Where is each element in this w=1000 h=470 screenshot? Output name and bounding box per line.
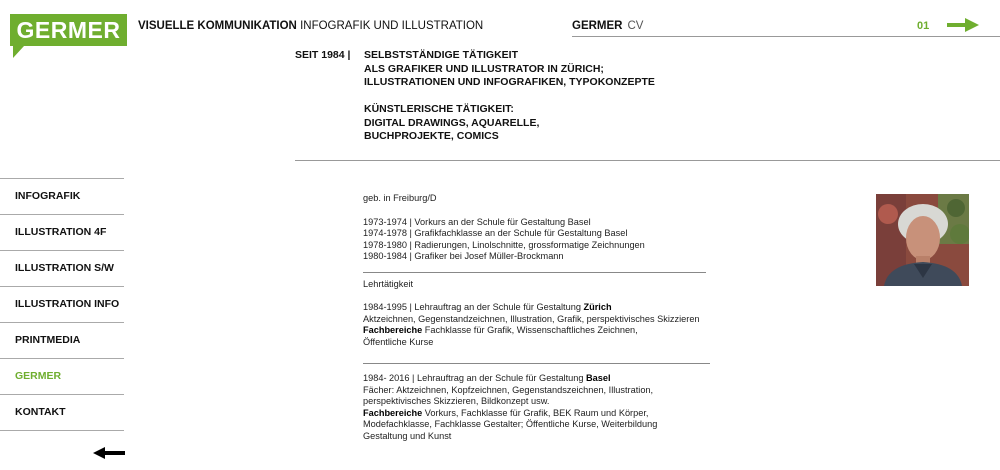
intro-line (364, 90, 655, 104)
cv-zurich-dept-label: Fachbereiche (363, 325, 423, 335)
cv-education-item: 1973-1974 | Vorkurs an der Schule für Gestaltung Basel (363, 216, 591, 227)
cv-zurich-courses: Öffentliche Kurse (363, 336, 434, 347)
back-arrow-icon[interactable] (93, 446, 125, 464)
site-tagline (138, 20, 483, 32)
sidebar-item-illustration-sw[interactable]: ILLUSTRATION S/W (15, 262, 114, 274)
cv-basel-dept-text: Vorkurs, Fachklasse für Grafik, BEK Raum und Körper, (422, 407, 649, 418)
intro-line: BUCHPROJEKTE, COMICS (364, 130, 499, 142)
logo-speech-tail (13, 46, 24, 58)
cv-basel-line (363, 373, 700, 385)
cv-basel-subjects: Fächer: Aktzeichnen, Kopfzeichnen, Gegenstandszeichnen, Illustration, (363, 384, 654, 395)
cv-born: geb. in Freiburg/D (363, 193, 437, 203)
sidebar-item-illustration-info[interactable]: ILLUSTRATION INFO (15, 298, 120, 310)
cv-divider (363, 363, 710, 364)
cv-content (363, 193, 700, 442)
cv-basel-text: 1984- 2016 | Lehrauftrag an der Schule für Gestaltung (363, 373, 587, 383)
cv-basel-subjects-2: perspektivisches Skizzieren, Bildkonzept usw. (363, 396, 550, 406)
cv-divider (363, 272, 706, 273)
sidebar-item-germer[interactable]: GERMER (15, 370, 62, 382)
intro-line: DIGITAL DRAWINGS, AQUARELLE, (364, 116, 540, 129)
cv-education-item: 1974-1978 | Grafikfachklasse an der Schule für Gestaltung Basel (363, 228, 628, 238)
intro-divider (295, 160, 1000, 161)
header-divider (572, 36, 1000, 37)
cv-zurich-dept-text: Fachklasse für Grafik, Wissenschaftliches Zeichnen, (422, 325, 638, 335)
logo[interactable]: GERMER (10, 14, 127, 46)
intro-line: ILLUSTRATIONEN UND INFOGRAFIKEN, TYPOKONZEPTE (364, 76, 655, 88)
tagline-main: VISUELLE KOMMUNIKATION (138, 20, 297, 32)
intro-since: SEIT 1984 | (295, 49, 351, 61)
section-label: CV (627, 20, 644, 32)
intro-lines (364, 49, 655, 144)
section-name: GERMER (572, 20, 623, 32)
cv-education-item: 1978-1980 | Radierungen, Linolschnitte, grossformatige Zeichnungen (363, 239, 645, 250)
sidebar-nav (0, 178, 124, 431)
sidebar-item-infografik[interactable]: INFOGRAFIK (15, 190, 81, 202)
cv-zurich-subjects: Aktzeichnen, Gegenstandzeichnen, Illustration, Grafik, perspektivisches Skizzieren (363, 313, 700, 324)
intro-line: ALS GRAFIKER UND ILLUSTRATOR IN ZÜRICH; (364, 62, 604, 75)
intro-line: SELBSTSTÄNDIGE TÄTIGKEIT (364, 49, 519, 61)
cv-zurich-text: 1984-1995 | Lehrauftrag an der Schule für Gestaltung (363, 302, 584, 312)
portrait-photo (876, 194, 969, 286)
cv-zurich-line (363, 302, 700, 314)
sidebar-item-printmedia[interactable]: PRINTMEDIA (15, 334, 81, 346)
page-number: 01 (917, 20, 930, 32)
nav-divider (0, 430, 124, 431)
cv-basel-departments (363, 408, 700, 420)
sidebar-item-kontakt[interactable]: KONTAKT (15, 406, 66, 418)
cv-basel-dept-label: Fachbereiche (363, 407, 423, 418)
next-arrow-icon[interactable] (947, 18, 979, 37)
cv-teaching-heading: Lehrtätigkeit (363, 278, 414, 289)
cv-education-item: 1980-1984 | Grafiker bei Josef Müller-Brockmann (363, 251, 564, 261)
cv-basel-city: Basel (586, 373, 611, 383)
cv-basel-art: Gestaltung und Kunst (363, 430, 452, 441)
section-header (572, 20, 643, 32)
intro-line: KÜNSTLERISCHE TÄTIGKEIT: (364, 103, 514, 115)
cv-zurich-city: Zürich (583, 302, 612, 312)
sidebar-item-illustration-4f[interactable]: ILLUSTRATION 4F (15, 226, 107, 238)
cv-basel-classes: Modefachklasse, Fachklasse Gestalter; Öffentliche Kurse, Weiterbildung (363, 419, 658, 429)
tagline-sub: INFOGRAFIK UND ILLUSTRATION (300, 20, 484, 32)
cv-zurich-departments (363, 325, 700, 337)
